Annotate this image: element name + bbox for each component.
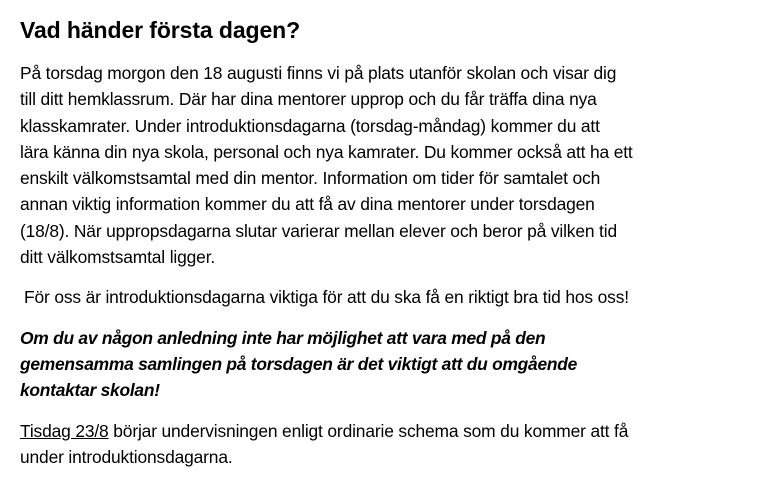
text-line — [20, 418, 750, 444]
text-line: På torsdag morgon den 18 augusti finns vi på plats utanför skolan och visar dig — [20, 63, 617, 83]
paragraph-first-day — [20, 60, 750, 270]
text-line: till ditt hemklassrum. Där har dina mentorer upprop och du får träffa dina nya — [20, 89, 597, 110]
paragraph-schedule — [20, 418, 750, 471]
document-page — [20, 14, 750, 484]
paragraph-importance — [20, 284, 750, 310]
text-line: lära känna din nya skola, personal och nya kamrater. Du kommer också att ha ett — [20, 141, 633, 162]
text-line: enskilt välkomstsamtal med din mentor. Information om tider för samtalet och — [20, 168, 601, 189]
text-segment: börjar undervisningen enligt ordinarie schema som du kommer att få — [108, 420, 629, 441]
text-line: ditt välkomstsamtal ligger. — [20, 247, 216, 268]
text-line: kontaktar skolan! — [20, 380, 160, 401]
underlined-date: Tisdag 23/8 — [20, 420, 109, 441]
text-line: gemensamma samlingen på torsdagen är det viktigt att du omgående — [20, 353, 578, 374]
text-line: annan viktig information kommer du att få av dina mentorer under torsdagen — [20, 194, 595, 215]
text-line: klasskamrater. Under introduktionsdagarna (torsdag-måndag) kommer du att — [20, 115, 600, 136]
paragraph-notice — [20, 325, 750, 404]
page-title: Vad händer första dagen? — [20, 17, 301, 43]
text-line: under introduktionsdagarna. — [20, 446, 233, 467]
text-line: (18/8). När uppropsdagarna slutar varierar mellan elever och beror på vilken tid — [20, 220, 617, 241]
text-line: För oss är introduktionsdagarna viktiga för att du ska få en riktigt bra tid hos oss! — [24, 287, 629, 308]
text-line: Om du av någon anledning inte har möjlighet att vara med på den — [20, 327, 546, 348]
